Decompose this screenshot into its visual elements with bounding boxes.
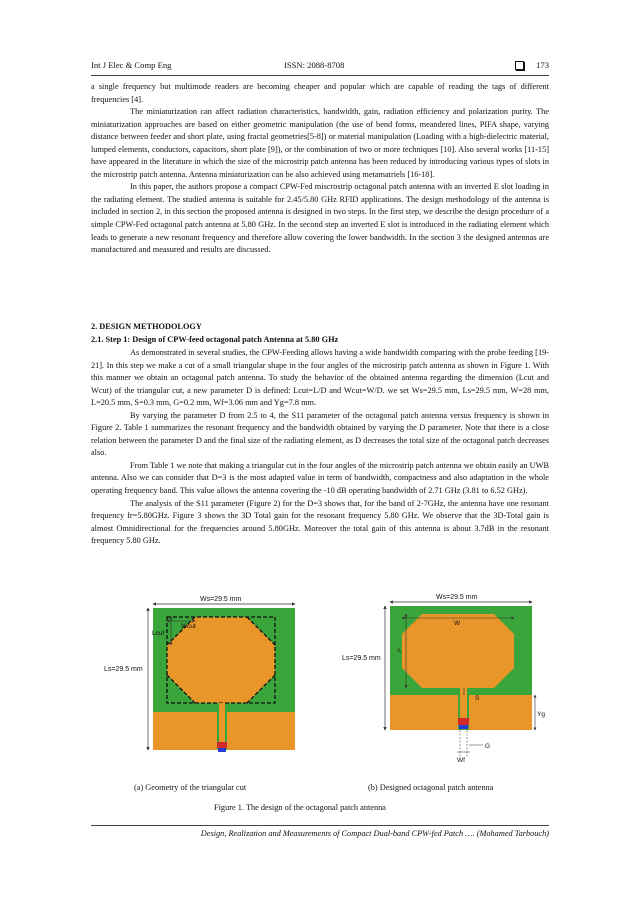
s-label: S bbox=[475, 695, 480, 702]
footer-rule bbox=[91, 825, 549, 826]
lcut-label: Lcut bbox=[152, 630, 165, 637]
subsection-heading: 2.1. Step 1: Design of CPW-feed octagonal patch Antenna at 5.80 GHz bbox=[91, 335, 339, 344]
ls-label: Ls=29.5 mm bbox=[342, 655, 381, 662]
page-number-group bbox=[515, 60, 549, 70]
section-heading: 2. DESIGN METHODOLOGY bbox=[91, 322, 202, 331]
wcut-label: Wcut bbox=[181, 623, 196, 630]
ws-label: Ws=29.5 mm bbox=[200, 596, 242, 603]
wf-label: Wf bbox=[457, 757, 465, 764]
journal-name: Int J Elec & Comp Eng bbox=[91, 60, 172, 70]
figure-1a-triangular-cut bbox=[104, 592, 314, 770]
running-footer: Design, Realization and Measurements of Compact Dual-band CPW-fed Patch …. (Mohamed Tarbouch) bbox=[200, 829, 549, 838]
running-header bbox=[91, 60, 549, 74]
intro-text bbox=[91, 81, 549, 257]
header-rule bbox=[91, 75, 549, 76]
paragraph: The miniaturization can affect radiation characteristics, bandwidth, gain, radiation efficiency and polarization purity. The miniaturization approaches are based on either geometric manipulation (the use of bend forms, meandered lines, PIFA shape, varying distance between feeder and short plate, using fractal geometries[5-8]) or material manipulation (Loading with a high-dielectric material, lumped elements, conductors, capacitors, short plate [9]), or the combination of two or more techniques [10]. Also several works [11-15] have appeared in the literature in which the size of the microstrip patch antenna has been reduced by introducing various types of slots in the microstrip patch antenna. Antenna miniaturization can be also achieved using metamatriels [16-18]. bbox=[91, 107, 549, 179]
square-bullet-icon bbox=[515, 61, 524, 70]
ls-label: Ls=29.5 mm bbox=[104, 666, 143, 673]
caption-a: (a) Geometry of the triangular cut bbox=[134, 783, 247, 792]
section-text bbox=[91, 347, 549, 548]
issn: ISSN: 2088-8708 bbox=[284, 60, 345, 70]
yg-label: Yg bbox=[537, 711, 545, 718]
paragraph: By varying the parameter D from 2.5 to 4, the S11 parameter of the octagonal patch antenna versus frequency is shown in Figure 2. Table 1 summarizes the resonant frequency and the bandwidth obtained by varying the D parameter. Note that there is a close relation between the parameter D and the final size of the radiating element, as D decreases the total size of the octagonal patch decreases also. bbox=[91, 410, 549, 458]
g-label: G bbox=[485, 743, 491, 750]
paragraph: As demonstrated in several studies, the CPW-Feeding allows having a wide bandwidth comparing with the probe feeding [19-21]. In this step we make a cut of a small triangular shape in the four angles of the microstrip patch antenna as shown in Figure 1. With this manner we obtain an octagonal patch antenna. To study the behavior of the obtained antenna regarding the dimension (Lcut and Wcut) of the triangular cut, a new parameter D is defined: Lcut=L/D and Wcut=W/D. we set Ws=29.5 mm, Ls=29.5 mm, W=28 mm, L=20.5 mm, S=0.3 mm, G=0.2 mm, Wf=3.06 mm and Yg=7.8 mm. bbox=[91, 348, 549, 408]
figure-1b-octagonal-antenna bbox=[330, 590, 550, 775]
page-number: 173 bbox=[536, 60, 549, 70]
figure-caption: Figure 1. The design of the octagonal patch antenna bbox=[214, 803, 386, 812]
paragraph: In this paper, the authors propose a compact CPW-Fed miscrostrip octagonal patch antenna with an inverted E slot loading in the radiating element. The studied antenna is suitable for 2.45/5.80 GHz RFID applications. The design methodology of the antenna is included in section 2, in this section the proposed antenna is designed in two steps. In the first step, we describe the design procedure of a simple CPW-Fed octagonal patch antenna at 5.80 GHz. In the second step an inverted E slot is introduced in the radiating element which leads to generate a new resonant frequency and therefore allow covering the lower bandwidth. In the section 3 the designed antennas are manufactured and measured and results are discussed. bbox=[91, 182, 549, 255]
paragraph: a single frequency but multimode readers are becoming cheaper and popular which are capable of reading the tags of different frequencies [4]. bbox=[91, 82, 549, 104]
paragraph: The analysis of the S11 parameter (Figure 2) for the D=3 shows that, for the band of 2-7GHz, the antenna have one resonant frequency fr=5.80GHz. Figure 3 shows the 3D Total gain for the resonant frequency 5.80 GHz. We observe that the 3D-Total gain is almost Omnidirectional for the frequencies around 5.80GHz. Moreover the total gain of this antenna is about 3.7dB in the resonant frequency 5.80 GHz. bbox=[91, 498, 549, 546]
ws-label: Ws=29.5 mm bbox=[436, 594, 478, 601]
w-label: W bbox=[454, 620, 461, 627]
caption-b: (b) Designed octagonal patch antenna bbox=[368, 783, 494, 792]
paragraph: From Table 1 we note that making a triangular cut in the four angles of the microstrip patch antenna we obtain easily an UWB antenna. Also we can consider that D=3 is the most adapted value in term of bandwidth, compactness and also adaptation in the whole operating frequency band. This value allows the antenna covering the -10 dB operating bandwidth of 2.71 GHz (3.81 to 6.52 GHz). bbox=[91, 460, 549, 496]
l-label: L bbox=[398, 647, 402, 654]
